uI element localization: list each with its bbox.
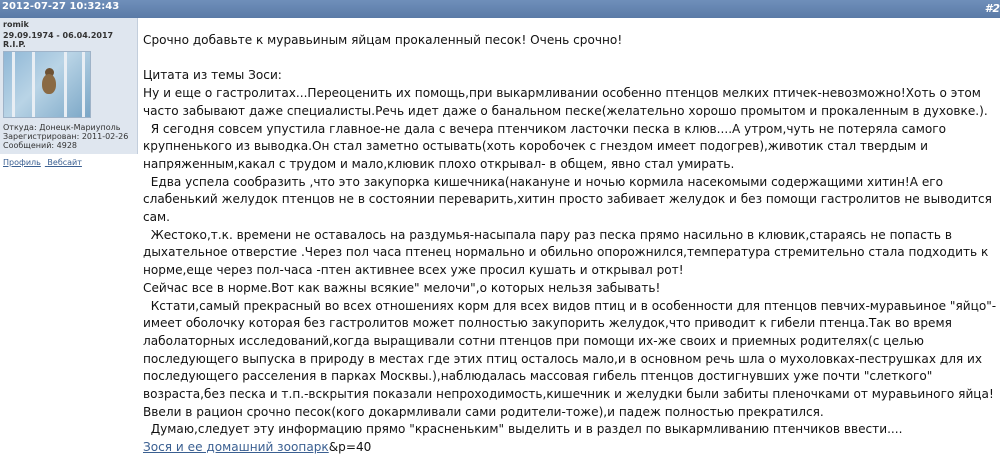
author-rip: R.I.P. [3, 40, 26, 49]
message-line: крупненького из выводка.Он стал заметно остывать(хоть коробочек с гнездом имеет подогрев),животик стал твердым и [143, 139, 928, 154]
post-date: 2012-07-27 10:32:43 [2, 1, 120, 12]
author-panel [0, 18, 138, 167]
message-line: последующего выпуска в природу в местах где этих птиц осталось мало,и в основном речь шла о мухоловках-пеструшках для их [143, 351, 983, 366]
message-line: имеет оболочку которая без гастролитов может полностью закупорить желудок,что приводит к гибели птенца.Так во время [143, 316, 952, 331]
post-header-bar [0, 0, 1000, 18]
message-line: норме,еще через пол-часа -птен активнее всех уже просил кушать и открывал рот! [143, 263, 684, 278]
message-line: Ну и еще о гастролитах...Переоценить их помощь,при выкармливании особенно птенцов мелких птичек-невозможно!Хоть о этом [143, 86, 981, 101]
message-line: напряженным,какал с трудом и мало,клювик плохо открывал- в общем, явно стал умирать. [143, 156, 735, 171]
message-line: Жестоко,т.к. времени не оставалось на раздумья-насыпала пару раз песка прямо насильно в клювик,стараясь не попасть в [143, 227, 952, 242]
message-line: Я сегодня совсем упустила главное-не дала с вечера птенчиком ласточки песка в клюв....А утром,чуть не потеряла самого [143, 121, 946, 136]
message-line: сам. [143, 210, 171, 225]
message-line: слабенький желудок птенцов не в состоянии переварить,хитин просто забивает желудок и без помощи гастролитов не выводится [143, 192, 992, 207]
message-line: Цитата из темы Зоси: [143, 68, 282, 83]
post-number-link[interactable]: #2 [984, 2, 1000, 15]
message-line: Срочно добавьте к муравьиным яйцам прокаленный песок! Очень срочно! [143, 33, 623, 47]
author-life-dates: 29.09.1974 - 06.04.2017 [3, 31, 114, 40]
author-links [3, 158, 86, 167]
signature [143, 439, 993, 457]
message-line: Едва успела сообразить ,что это закупорка кишечника(накануне и ночью кормила насекомыми содержащими хитин!А его [143, 174, 944, 189]
author-username[interactable]: romik [3, 20, 29, 29]
message-line: последующего расселения в парках Москвы.),наблюдалась массовая гибель птенцов достигнувших уже почти "слеткого" [143, 369, 933, 384]
message-line: часто забывают даже специалисты.Речь идет даже о банальном песке(желательно хорошо промытом и прокаленным в духовке.). [143, 103, 988, 118]
author-messages: Сообщений: 4928 [3, 141, 77, 150]
signature-link[interactable]: Зося и ее домашний зоопарк [143, 440, 329, 455]
message-line: возраста,без песка и т.п.-вскрытия показали непроходимость,кишечник и желудки были забиты пленочками от муравьиного яйца! [143, 387, 994, 402]
post-message [143, 32, 997, 457]
avatar [3, 51, 91, 118]
message-line: Думаю,следует эту информацию прямо "красненьким" выделить и в раздел по выкармливанию птенчиков ввести.... [143, 422, 903, 437]
message-line: Ввели в рацион срочно песок(кого докармливали сами родители-тоже),и падеж полностью прекратился. [143, 404, 824, 419]
website-link[interactable]: Вебсайт [47, 158, 82, 167]
bird-icon [42, 74, 56, 94]
message-line: лаболаторных исследований,когда выращивали сотни птенцов при помощи их-же своих и приемных родителях(с целью [143, 333, 924, 348]
signature-suffix: &p=40 [328, 440, 372, 455]
message-line: дыхательное отверстие .Через пол часа птенец нормально и обильно опорожнился,температура стремительно стала подходить к [143, 245, 989, 260]
author-location: Откуда: Донецк-Мариуполь [3, 123, 121, 132]
message-line: Кстати,самый прекрасный во всех отношениях корм для всех видов птиц и в особенности для птенцов певчих-муравьиное "яйцо"- [143, 298, 997, 313]
profile-link[interactable]: Профиль [3, 158, 41, 167]
author-registered: Зарегистрирован: 2011-02-26 [3, 132, 129, 141]
message-line: Сейчас все в норме.Вот как важны всякие" мелочи",о которых нельзя забывать! [143, 280, 661, 295]
message-blank-line [143, 50, 993, 68]
